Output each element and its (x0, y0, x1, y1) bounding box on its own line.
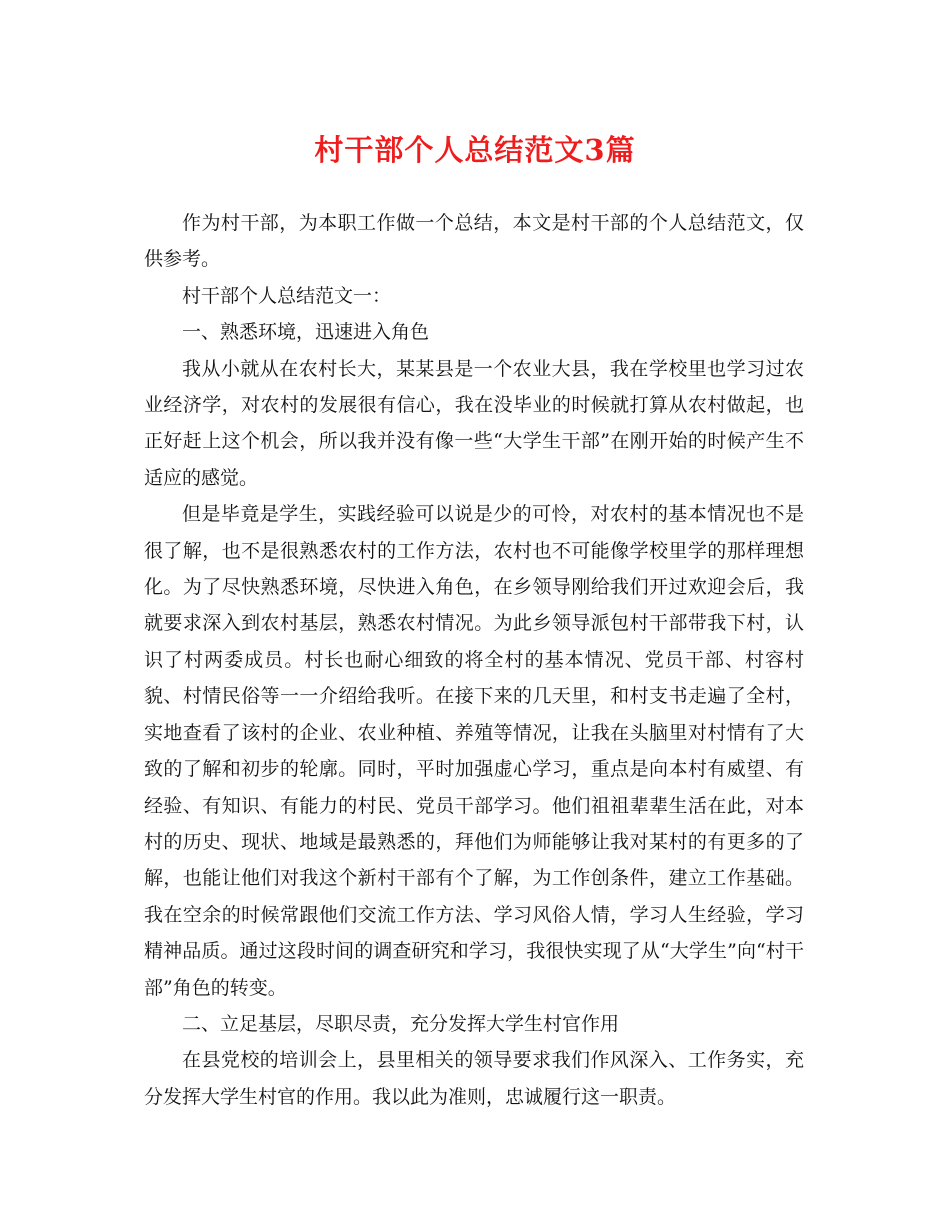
paragraph-body-1: 我从小就从在农村长大，某某县是一个农业大县，我在学校里也学习过农业经济学，对农村的发展很有信心，我在没毕业的时候就打算从农村做起，也正好赶上这个机会，所以我并没有像一些“大学生干部”在刚开始的时候产生不适应的感觉。 (144, 357, 804, 489)
paragraph-body-3: 在县党校的培训会上，县里相关的领导要求我们作风深入、工作务实，充分发挥大学生村官的作用。我以此为准则，忠诚履行这一职责。 (144, 1049, 804, 1108)
paragraph-intro: 作为村干部，为本职工作做一个总结，本文是村干部的个人总结范文，仅供参考。 (144, 212, 804, 271)
document-title: 村干部个人总结范文3篇 (314, 133, 636, 167)
paragraph-subheading-2: 二、立足基层，尽职尽责，充分发挥大学生村官作用 (182, 1012, 620, 1035)
document-body (144, 205, 804, 1115)
paragraph-body-2: 但是毕竟是学生，实践经验可以说是少的可怜，对农村的基本情况也不是很了解，也不是很熟悉农村的工作方法，农村也不可能像学校里学的那样理想化。为了尽快熟悉环境，尽快进入角色，在乡领导刚给我们开过欢迎会后，我就要求深入到农村基层，熟悉农村情况。为此乡领导派包村干部带我下村，认识了村两委成员。村长也耐心细致的将全村的基本情况、党员干部、村容村貌、村情民俗等一一介绍给我听。在接下来的几天里，和村支书走遍了全村，实地查看了该村的企业、农业种植、养殖等情况，让我在头脑里对村情有了大致的了解和初步的轮廓。同时，平时加强虚心学习，重点是向本村有威望、有经验、有知识、有能力的村民、党员干部学习。他们祖祖辈辈生活在此，对本村的历史、现状、地域是最熟悉的，拜他们为师能够让我对某村的有更多的了解，也能让他们对我这个新村干部有个了解，为工作创条件，建立工作基础。我在空余的时候常跟他们交流工作方法、学习风俗人情，学习人生经验，学习精神品质。通过这段时间的调查研究和学习，我很快实现了从“大学生”向“村干部”角色的转变。 (144, 503, 804, 999)
paragraph-subheading-1: 一、熟悉环境，迅速进入角色 (182, 321, 430, 344)
paragraph-section-heading: 村干部个人总结范文一： (182, 284, 392, 307)
